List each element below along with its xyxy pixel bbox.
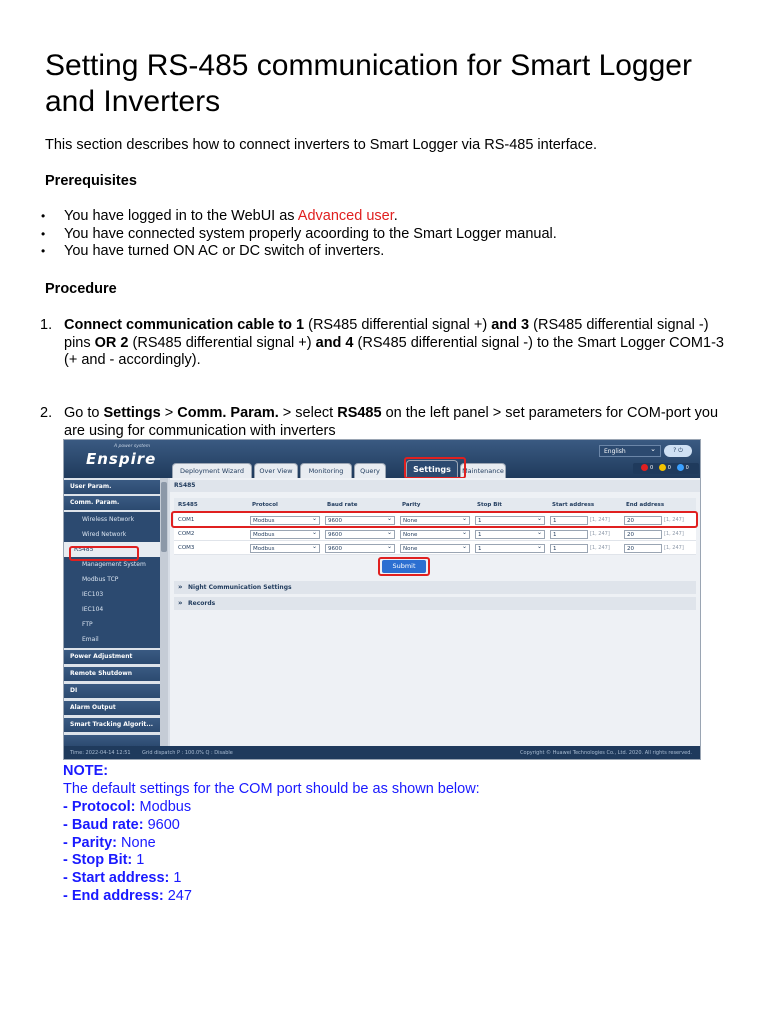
sidebar-item-remote-shutdown[interactable]: Remote Shutdown [64, 667, 160, 681]
procedure-step-2: 2. Go to Settings > Comm. Param. > select RS485 on the left panel > set parameters for COM-port you are using for communication with inverters [40, 405, 719, 439]
sidebar-item-modbus-tcp[interactable]: Modbus TCP [64, 572, 160, 587]
minor-alarm-icon [677, 464, 684, 471]
list-item: • You have logged in to the WebUI as Advanced user. [45, 208, 557, 226]
rs485-panel [170, 478, 700, 746]
sidebar-item-comm-param[interactable]: Comm. Param. [64, 496, 160, 510]
sidebar-item-di[interactable]: DI [64, 684, 160, 698]
port-label: COM1 [178, 517, 195, 523]
column-header: Baud rate [327, 502, 358, 508]
alarm-counters[interactable]: 0 0 0 [633, 463, 699, 474]
note-item-protocol: - Protocol: Modbus [63, 799, 192, 815]
column-header: Stop Bit [477, 502, 502, 508]
sidebar-item-email[interactable]: Email [64, 632, 160, 648]
sidebar-item-user-param[interactable]: User Param. [64, 480, 160, 494]
column-header: End address [626, 502, 665, 508]
records-bar[interactable]: » Records [174, 597, 696, 610]
sidebar-scrollbar[interactable] [160, 478, 168, 746]
port-label: COM2 [178, 531, 195, 537]
baud-rate-select[interactable]: 9600 ⌄ [325, 516, 395, 525]
sidebar-item-iec103[interactable]: IEC103 [64, 587, 160, 602]
start-address-range: [1, 247] [590, 545, 610, 551]
tab-deployment-wizard[interactable]: Deployment Wizard [172, 463, 252, 478]
column-header: RS485 [178, 502, 198, 508]
webui-header [64, 440, 700, 478]
protocol-select[interactable]: Modbus ⌄ [250, 516, 320, 525]
scrollbar-thumb[interactable] [161, 482, 167, 552]
critical-alarm-icon [641, 464, 648, 471]
end-address-input[interactable]: 20 [624, 516, 662, 525]
stop-bit-select[interactable]: 1 ⌄ [475, 530, 545, 539]
webui-screenshot [63, 439, 701, 760]
sidebar-item-iec104[interactable]: IEC104 [64, 602, 160, 617]
language-select[interactable]: English ⌄ [599, 445, 661, 457]
sidebar-item-wired-network[interactable]: Wired Network [64, 527, 160, 542]
list-item: • You have connected system properly acoording to the Smart Logger manual. [45, 226, 557, 244]
major-alarm-icon [659, 464, 666, 471]
procedure-step-1: 1. Connect communication cable to 1 (RS485 differential signal +) and 3 (RS485 differential signal -) pins OR 2 (RS485 differential signal +) and 4 (RS485 differential signal -) to the Smart Logger COM1-3 (+ and - accordingly). [40, 317, 724, 368]
note-item-parity: - Parity: None [63, 835, 156, 851]
note-heading: NOTE: [63, 763, 109, 779]
note-item-baud-rate: - Baud rate: 9600 [63, 817, 180, 833]
status-grid-dispatch: Grid dispatch P : 100.0% Q : Disable [142, 750, 233, 756]
panel-title: RS485 [170, 480, 700, 492]
sidebar-item-smart-tracking[interactable]: Smart Tracking Algorit... [64, 718, 160, 732]
parity-select[interactable]: None ⌄ [400, 530, 470, 539]
tab-overview[interactable]: Over View [254, 463, 298, 478]
help-logout-icon[interactable]: ? ⏻ [664, 445, 692, 457]
start-address-input[interactable]: 1 [550, 544, 588, 553]
baud-rate-select[interactable]: 9600 ⌄ [325, 544, 395, 553]
column-header: Start address [552, 502, 595, 508]
start-address-input[interactable]: 1 [550, 516, 588, 525]
settings-sidebar [64, 478, 160, 746]
sidebar-item-rs485[interactable]: RS485 [64, 542, 160, 557]
start-address-range: [1, 247] [590, 517, 610, 523]
protocol-select[interactable]: Modbus ⌄ [250, 544, 320, 553]
note-text: The default settings for the COM port should be as shown below: [63, 781, 480, 797]
end-address-input[interactable]: 20 [624, 530, 662, 539]
note-item-stop-bit: - Stop Bit: 1 [63, 852, 145, 868]
sidebar-item-ftp[interactable]: FTP [64, 617, 160, 632]
status-time: Time: 2022-04-14 12:51 [70, 750, 131, 756]
settings-highlight [404, 457, 466, 479]
table-row [174, 527, 696, 541]
stop-bit-select[interactable]: 1 ⌄ [475, 516, 545, 525]
sidebar-item-wireless-network[interactable]: Wireless Network [64, 512, 160, 527]
column-header: Protocol [252, 502, 278, 508]
note-item-start-address: - Start address: 1 [63, 870, 182, 886]
port-label: COM3 [178, 545, 195, 551]
start-address-input[interactable]: 1 [550, 530, 588, 539]
table-header [174, 498, 696, 512]
tab-query[interactable]: Query [354, 463, 386, 478]
logo-subtitle: A power system [114, 444, 151, 449]
prerequisites-heading: Prerequisites [45, 173, 137, 189]
column-header: Parity [402, 502, 421, 508]
protocol-select[interactable]: Modbus ⌄ [250, 530, 320, 539]
intro-text: This section describes how to connect inverters to Smart Logger via RS-485 interface. [45, 137, 598, 153]
submit-button[interactable]: Submit [382, 560, 426, 573]
baud-rate-select[interactable]: 9600 ⌄ [325, 530, 395, 539]
status-copyright: Copyright © Huawei Technologies Co., Ltd. 2020. All rights reserved. [520, 750, 692, 756]
rs485-highlight [69, 546, 139, 561]
start-address-range: [1, 247] [590, 531, 610, 537]
enspire-logo: Enspire [86, 450, 157, 468]
sidebar-item-alarm-output[interactable]: Alarm Output [64, 701, 160, 715]
com1-row-highlight [171, 511, 698, 528]
night-communication-settings-bar[interactable]: » Night Communication Settings [174, 581, 696, 594]
webui-status-bar [64, 746, 700, 760]
parity-select[interactable]: None ⌄ [400, 544, 470, 553]
sidebar-item-more[interactable] [64, 735, 160, 746]
sidebar-item-power-adjustment[interactable]: Power Adjustment [64, 650, 160, 664]
advanced-user-highlight: Advanced user [297, 208, 394, 224]
sidebar-item-management-system[interactable]: Management System [64, 557, 160, 572]
submit-highlight [378, 557, 430, 576]
end-address-range: [1, 247] [664, 517, 684, 523]
tab-maintenance[interactable]: Maintenance [460, 463, 506, 478]
end-address-range: [1, 247] [664, 531, 684, 537]
procedure-heading: Procedure [45, 281, 117, 297]
parity-select[interactable]: None ⌄ [400, 516, 470, 525]
tab-settings[interactable]: Settings [406, 460, 458, 478]
prerequisites-list [45, 208, 557, 261]
note-item-end-address: - End address: 247 [63, 888, 192, 904]
list-item: • You have turned ON AC or DC switch of inverters. [45, 243, 557, 261]
table-row [174, 541, 696, 555]
stop-bit-select[interactable]: 1 ⌄ [475, 544, 545, 553]
page-title: Setting RS-485 communication for Smart Logger and Inverters [45, 49, 692, 118]
end-address-range: [1, 247] [664, 545, 684, 551]
end-address-input[interactable]: 20 [624, 544, 662, 553]
tab-monitoring[interactable]: Monitoring [300, 463, 352, 478]
